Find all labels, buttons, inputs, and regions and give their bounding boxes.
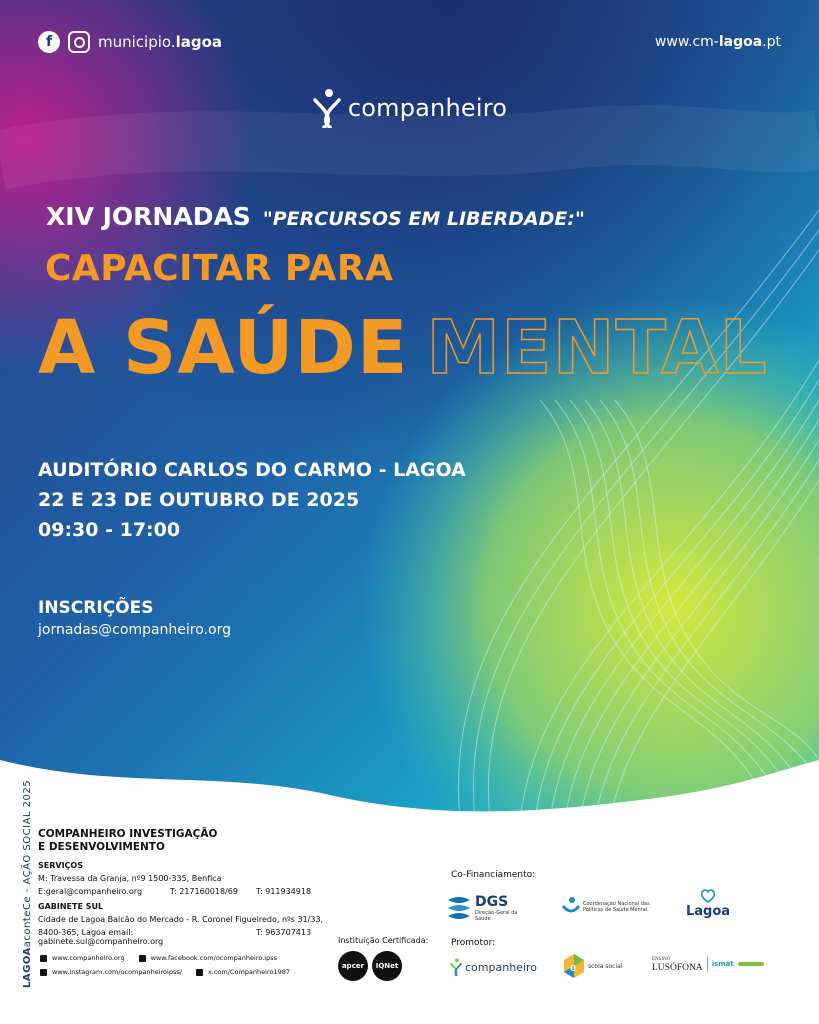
footer-web-text: www.companheiro.org [52, 954, 125, 962]
gabinete-title: GABINETE SUL [38, 902, 104, 911]
cnpsm-logo [562, 896, 669, 918]
inscricoes-title: INSCRIÇÕES [38, 598, 154, 618]
lusofona-logo [652, 955, 764, 973]
facebook-small-icon [139, 955, 146, 962]
dgs-text: DGS [475, 894, 509, 910]
footer-facebook-text: www.facebook.com/ocompanheiro.ipss [150, 954, 277, 962]
companheiro-small-icon [449, 958, 463, 976]
cnpsm-text: Coordenação Nacional das Políticas de Saúde Mental [583, 901, 650, 913]
iqnet-badge: IQNet [372, 951, 402, 981]
footer-x[interactable] [196, 968, 290, 976]
lagoa-text: Lagoa [686, 904, 731, 919]
percursos-subtitle: "PERCURSOS EM LIBERDADE:" [262, 208, 585, 230]
inscricoes-email[interactable]: jornadas@companheiro.org [38, 622, 231, 638]
headline [46, 202, 585, 231]
handle-bold: lagoa [175, 33, 223, 51]
instagram-icon[interactable] [68, 31, 90, 53]
organization-info [38, 828, 323, 946]
side-banner [22, 778, 34, 988]
companheiro-logo [0, 88, 819, 128]
servicos-title: SERVIÇOS [38, 861, 83, 870]
lusofona-block [652, 955, 703, 973]
org-name-line2: E DESENVOLVIMENTO [38, 841, 165, 853]
cert-label: Instituição Certificada: [338, 936, 429, 945]
website-link[interactable] [655, 34, 781, 50]
inscricoes [38, 598, 231, 638]
side-text-rest: aconteCe - AÇÃO SOCIAL 2025 [22, 779, 33, 948]
footer-instagram-text: www.instagram.com/ocompanheiroipss/ [52, 968, 182, 976]
lagoa-heart-icon [700, 888, 716, 904]
event-date: 22 E 23 DE OUTUBRO DE 2025 [38, 489, 360, 511]
saude-word: A SAÚDE [38, 305, 409, 391]
escola-icon [562, 952, 586, 980]
footer-facebook[interactable] [139, 954, 277, 962]
gabinete-address-text: Cidade de Lagoa Balcão do Mercado - R. Coronel Figueiredo, nºs 31/33, [38, 915, 324, 924]
certification [338, 936, 428, 981]
companheiro-small-text: companheiro [465, 960, 537, 974]
handle-prefix: municipio. [98, 33, 176, 51]
cofinanciamento-label: Co-Financiamento: [451, 870, 536, 880]
companheiro-small-logo [449, 958, 537, 976]
logo-text: companheiro [347, 94, 508, 122]
facebook-icon[interactable]: f [38, 31, 60, 53]
site-suffix: .pt [762, 34, 781, 50]
instagram-small-icon [40, 969, 47, 976]
cert-badges [338, 951, 428, 981]
home-icon [40, 955, 47, 962]
event-venue: AUDITÓRIO CARLOS DO CARMO - LAGOA [38, 459, 466, 481]
gabinete-address2: 8400-365, Lagoa email: gabinete.sul@companheiro.org [38, 928, 164, 946]
servicos-address [38, 874, 323, 883]
municipio-handle[interactable] [98, 33, 222, 51]
servicos-email[interactable]: E:geral@companheiro.org [38, 887, 143, 896]
lusofona-text: LUSÓFONA [652, 963, 703, 973]
servicos-phone1: T: 217160018/69 [170, 887, 238, 896]
footer-links [40, 954, 290, 982]
servicos-contacts [38, 887, 323, 896]
ismat-text: ismat [711, 960, 734, 968]
jornadas-title: XIV JORNADAS [46, 202, 251, 231]
dgs-icon [446, 894, 472, 922]
site-prefix: www.cm- [654, 34, 719, 50]
x-icon [196, 969, 203, 976]
footer-row-1 [40, 954, 290, 962]
gabinete-phone: T: 963707413 [256, 928, 312, 937]
figure-icon [312, 88, 342, 128]
event-time: 09:30 - 17:00 [38, 519, 181, 541]
mental-word: MENTAL [426, 305, 768, 391]
gabinete-contacts [38, 928, 323, 946]
cnpsm-icon [562, 896, 580, 918]
footer-web[interactable] [40, 954, 125, 962]
footer-row-2 [40, 968, 290, 976]
escola-text: scola social [588, 962, 623, 970]
dgs-logo [446, 894, 521, 922]
apcer-badge: apcer [338, 951, 368, 981]
saude-mental-title [38, 305, 768, 391]
lagoa-logo [686, 888, 730, 919]
dgs-subtext: Direção-Geral da Saúde [475, 910, 518, 922]
side-text [22, 780, 33, 988]
lusofona-top: ENSINO [652, 957, 671, 962]
org-name-line1: COMPANHEIRO INVESTIGAÇÃO [38, 828, 218, 840]
lusofona-divider [707, 956, 708, 972]
servicos-phone2: T: 911934918 [256, 887, 312, 896]
site-bold: lagoa [718, 34, 763, 50]
ismat-bar [738, 962, 764, 966]
capacitar-title: CAPACITAR PARA [45, 248, 394, 289]
promotor-label: Promotor: [451, 938, 496, 948]
social-links [38, 31, 222, 53]
side-text-bold: LAGOA [22, 947, 33, 988]
escola-social-logo [562, 952, 622, 980]
footer-instagram[interactable] [40, 968, 182, 976]
svg-text:e: e [570, 962, 577, 974]
event-details [38, 455, 466, 545]
top-bar [38, 28, 781, 56]
gabinete-address [38, 915, 323, 924]
servicos-address-text: M: Travessa da Granja, nº9 1500-335, Benfica [38, 874, 222, 883]
footer-x-text: x.com/Companheiro1987 [207, 968, 290, 976]
